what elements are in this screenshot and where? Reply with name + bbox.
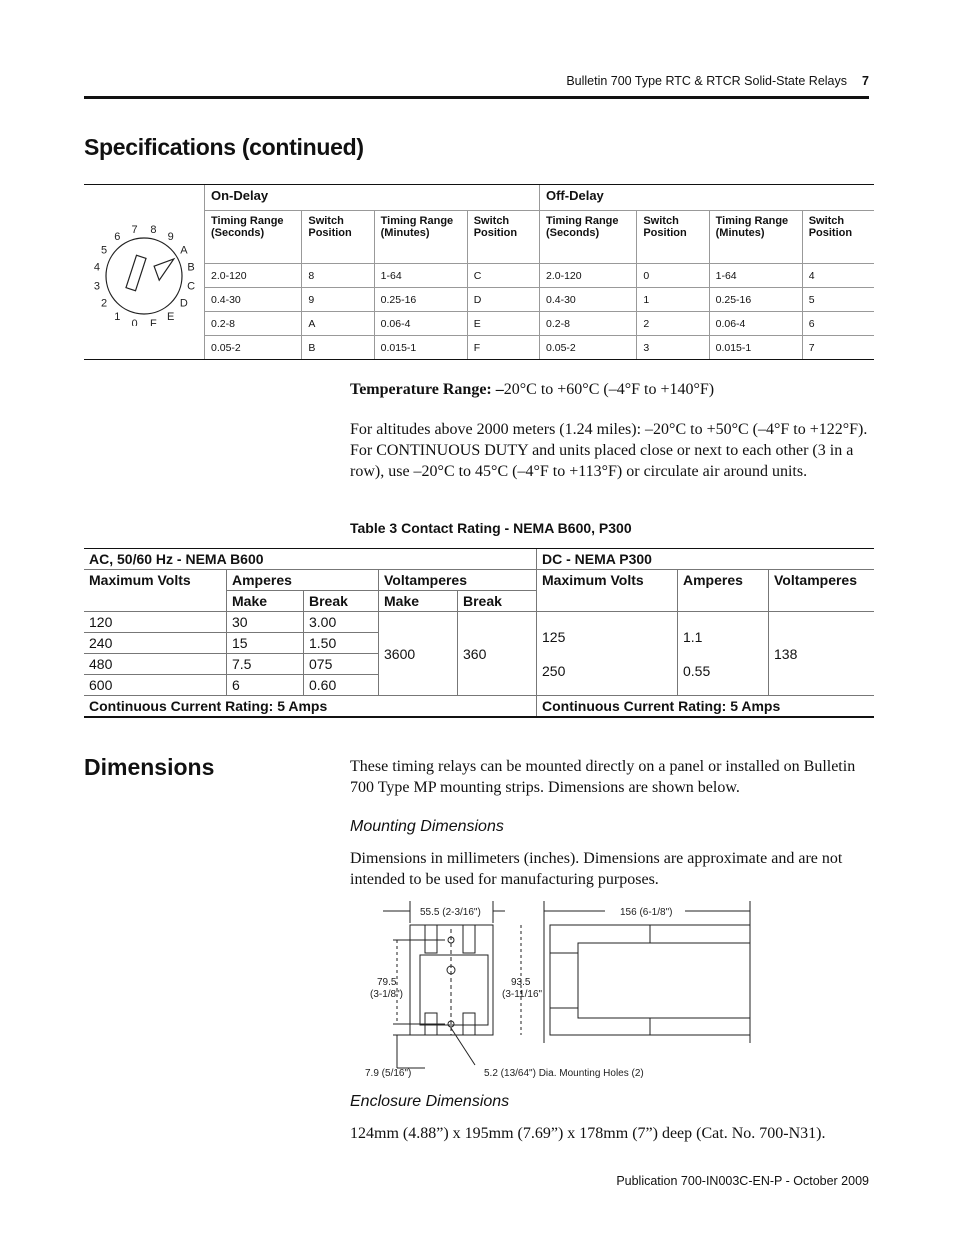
dimensions-intro: These timing relays can be mounted directly on a panel or installed on Bulletin 700 Type MP mounting strips. Dimensions are shown below.: [350, 758, 856, 796]
dc-amps-1: 1.1: [683, 628, 703, 645]
cell: 480: [84, 654, 227, 675]
cell: 120: [84, 612, 227, 633]
mounting-text: Dimensions in millimeters (inches). Dimensions are approximate and are not intended to be used for manufacturing purposes.: [350, 850, 843, 888]
dc-voltamperes-header: Voltamperes: [769, 570, 875, 612]
width-label: 55.5 (2-3/16"): [420, 907, 481, 918]
dc-amps-2: 0.55: [683, 662, 711, 679]
cell: 0.05-2: [539, 336, 636, 360]
cell: 0: [637, 264, 709, 288]
break-header: Break: [458, 591, 537, 612]
cell: D: [467, 288, 539, 312]
dc-continuous-rating: Continuous Current Rating: 5 Amps: [537, 696, 875, 718]
break-header: Break: [304, 591, 379, 612]
dial-label: 8: [150, 223, 157, 236]
cell: 0.015-1: [709, 336, 802, 360]
footer-publication: Publication 700-IN003C-EN-P - October 2009: [616, 1174, 869, 1188]
section-title: Specifications (continued): [84, 134, 364, 160]
mounting-dimensions-drawing: [345, 893, 765, 1083]
cell: 4: [802, 264, 874, 288]
ac-header: AC, 50/60 Hz - NEMA B600: [84, 549, 537, 570]
cell: F: [467, 336, 539, 360]
ac-max-volts-header: Maximum Volts: [84, 570, 227, 612]
dial-label: E: [167, 310, 175, 323]
cell: 0.05-2: [205, 336, 302, 360]
cell: C: [467, 264, 539, 288]
dial-label: F: [150, 317, 157, 326]
cell: 8: [302, 264, 374, 288]
table3-caption: Table 3 Contact Rating - NEMA B600, P300: [350, 520, 632, 536]
make-header: Make: [227, 591, 304, 612]
cell: 1-64: [374, 264, 467, 288]
dc-volts-250: 250: [542, 662, 566, 679]
dial-label: 0: [131, 317, 138, 326]
dc-header: DC - NEMA P300: [537, 549, 875, 570]
on-delay-header: On-Delay: [205, 185, 540, 211]
cell: 15: [227, 633, 304, 654]
dial-label: C: [187, 279, 196, 292]
height-label-in: (3-1/8"): [370, 989, 404, 1000]
dc-max-volts-header: Maximum Volts: [537, 570, 678, 612]
ac-continuous-rating: Continuous Current Rating: 5 Amps: [84, 696, 537, 718]
rotary-switch-dial: [84, 185, 205, 360]
dc-volts-125: 125: [542, 628, 566, 645]
cell: A: [302, 312, 374, 336]
cell: 0.60: [304, 675, 379, 696]
cell: 0.06-4: [374, 312, 467, 336]
dc-amperes-header: Amperes: [678, 570, 769, 612]
dial-label: B: [187, 261, 195, 274]
cell: 7.5: [227, 654, 304, 675]
dial-label: A: [180, 243, 188, 256]
cell: 2.0-120: [205, 264, 302, 288]
cell: 0.2-8: [205, 312, 302, 336]
contact-rating-table: [84, 548, 874, 718]
cell: 075: [304, 654, 379, 675]
col-header: Switch Position: [302, 211, 374, 264]
dial-label: 7: [131, 223, 138, 236]
enclosure-text: 124mm (4.88”) x 195mm (7.69”) x 178mm (7”) deep (Cat. No. 700-N31).: [350, 1125, 826, 1142]
cell: 5: [802, 288, 874, 312]
cell: 30: [227, 612, 304, 633]
cell: 0.06-4: [709, 312, 802, 336]
col-header: Switch Position: [467, 211, 539, 264]
ac-va-make: 3600: [379, 612, 458, 696]
cell: E: [467, 312, 539, 336]
depth-label: 156 (6-1/8"): [620, 907, 673, 918]
page-number: 7: [862, 74, 869, 88]
cell: 9: [302, 288, 374, 312]
height2-label-mm: 93.5: [511, 977, 531, 988]
off-delay-header: Off-Delay: [539, 185, 874, 211]
dial-label: 3: [93, 279, 100, 292]
enclosure-heading: Enclosure Dimensions: [350, 1093, 510, 1110]
altitude-note: For altitudes above 2000 meters (1.24 miles): –20°C to +50°C (–4°F to +122°F). For CONTINUOUS DUTY and units placed close or next to each other (3 in a row), use –20°C to 45°C (–4°F to +113°F) or circulate air around units.: [350, 421, 868, 480]
dial-label: 9: [167, 230, 174, 243]
timing-table: [84, 184, 874, 360]
ac-va-break: 360: [458, 612, 537, 696]
ac-amperes-header: Amperes: [227, 570, 379, 591]
col-header: Switch Position: [637, 211, 709, 264]
mounting-heading: Mounting Dimensions: [350, 818, 504, 835]
cell: 3: [637, 336, 709, 360]
col-header: Timing Range (Minutes): [709, 211, 802, 264]
cell: 0.4-30: [205, 288, 302, 312]
col-header: Switch Position: [802, 211, 874, 264]
table-row: [84, 612, 874, 633]
temperature-range: [350, 379, 870, 400]
cell: 1-64: [709, 264, 802, 288]
cell: 1.50: [304, 633, 379, 654]
dial-label: 1: [114, 310, 121, 323]
cell: 1: [637, 288, 709, 312]
col-header: Timing Range (Seconds): [205, 211, 302, 264]
running-title: Bulletin 700 Type RTC & RTCR Solid-State Relays: [566, 74, 847, 88]
dc-va: 138: [769, 612, 875, 696]
height2-label-in: (3-11/16": [502, 989, 543, 1000]
cell: 240: [84, 633, 227, 654]
dial-label: D: [179, 297, 188, 310]
cell: 2: [637, 312, 709, 336]
dial-icon: [84, 216, 204, 326]
cell: 0.4-30: [539, 288, 636, 312]
col-header: Timing Range (Minutes): [374, 211, 467, 264]
dial-label: 2: [101, 297, 108, 310]
temperature-label: Temperature Range: –: [350, 381, 504, 398]
cell: 7: [802, 336, 874, 360]
cell: 6: [227, 675, 304, 696]
cell: 0.25-16: [709, 288, 802, 312]
cell: 0.2-8: [539, 312, 636, 336]
cell: B: [302, 336, 374, 360]
cell: 6: [802, 312, 874, 336]
ac-voltamperes-header: Voltamperes: [379, 570, 537, 591]
holes-label: 5.2 (13/64") Dia. Mounting Holes (2): [484, 1068, 644, 1079]
dial-label: 6: [114, 230, 121, 243]
make-header: Make: [379, 591, 458, 612]
dial-label: 5: [101, 243, 108, 256]
dc-volts: [537, 612, 678, 696]
cell: 0.015-1: [374, 336, 467, 360]
cell: 3.00: [304, 612, 379, 633]
cell: 0.25-16: [374, 288, 467, 312]
col-header: Timing Range (Seconds): [539, 211, 636, 264]
dial-label: 4: [93, 261, 100, 274]
dc-amps: [678, 612, 769, 696]
dimensions-title: Dimensions: [84, 754, 215, 780]
height-label-mm: 79.5: [377, 977, 397, 988]
header-rule: [84, 96, 869, 99]
cell: 600: [84, 675, 227, 696]
cell: 2.0-120: [539, 264, 636, 288]
temperature-value: 20°C to +60°C (–4°F to +140°F): [503, 381, 715, 398]
offset-label: 7.9 (5/16"): [365, 1068, 412, 1079]
